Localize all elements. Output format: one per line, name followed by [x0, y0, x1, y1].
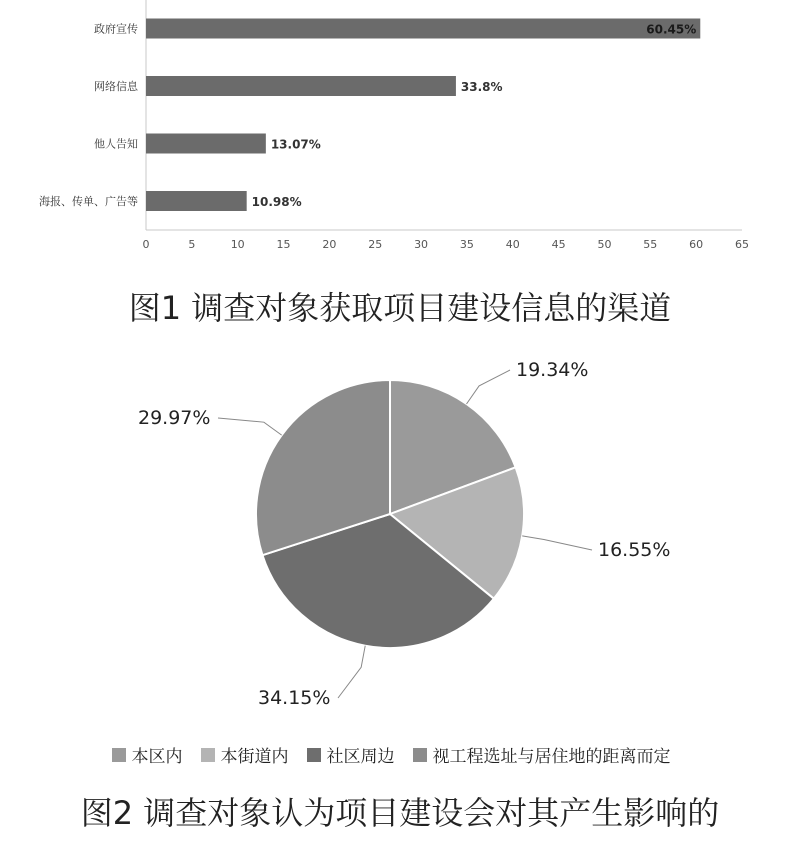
pie-data-label: 29.97% — [138, 407, 211, 429]
bar-x-tick-label: 55 — [643, 238, 658, 251]
legend-label: 本街道内 — [220, 747, 289, 767]
bar-row — [94, 134, 321, 154]
bar-category-label: 政府宣传 — [94, 22, 138, 36]
bar-data-label: 10.98% — [251, 195, 302, 209]
bar-data-label: 60.45% — [646, 22, 697, 37]
legend-item — [307, 742, 395, 767]
bar-x-tick-label: 45 — [551, 238, 566, 251]
pie-data-label: 34.15% — [258, 687, 331, 709]
bar-x-tick-label: 5 — [188, 238, 196, 251]
bar-category-label: 网络信息 — [94, 80, 138, 93]
figure2-caption: 图2 调查对象认为项目建设会对其产生影响的 — [80, 794, 720, 832]
legend-item — [413, 742, 671, 767]
bar — [146, 191, 247, 211]
pie-legend — [0, 742, 800, 767]
pie-data-label: 19.34% — [516, 359, 589, 381]
bar-x-tick-label: 20 — [322, 238, 337, 251]
bar-category-label: 他人告知 — [94, 137, 138, 151]
pie-chart — [0, 348, 800, 728]
legend-label: 本区内 — [131, 747, 183, 767]
bar-x-tick-label: 35 — [459, 238, 474, 251]
bar-x-tick-label: 40 — [505, 238, 520, 251]
pie-leader-line — [218, 418, 282, 435]
legend-item — [112, 742, 183, 767]
bar-x-tick-label: 30 — [414, 238, 429, 251]
pie-leader-line — [522, 536, 592, 550]
bar-category-label: 海报、传单、广告等 — [39, 195, 138, 208]
bar — [146, 76, 456, 96]
bar-chart — [0, 0, 800, 270]
bar-row — [39, 191, 302, 211]
legend-item — [201, 742, 289, 767]
bar-data-label: 13.07% — [270, 137, 321, 152]
pie-leader-line — [466, 370, 510, 404]
bar-x-tick-label: 25 — [368, 238, 383, 251]
figure1-caption: 图1 调查对象获取项目建设信息的渠道 — [128, 289, 672, 327]
bar-series — [39, 19, 700, 212]
legend-swatch — [413, 748, 427, 762]
pie-data-label: 16.55% — [598, 539, 671, 561]
bar-x-tick-label: 0 — [142, 238, 150, 251]
bar-x-tick-label: 15 — [276, 238, 291, 251]
bar — [146, 134, 266, 154]
bar-row — [94, 76, 503, 96]
bar-x-tick-label: 50 — [597, 238, 612, 251]
bar-x-tick-label: 60 — [689, 238, 704, 251]
bar-data-label: 33.8% — [460, 80, 503, 94]
legend-swatch — [112, 748, 126, 762]
legend-label: 社区周边 — [326, 747, 395, 767]
bar-x-tick-labels — [143, 238, 750, 251]
pie-leader-line — [338, 646, 365, 698]
bar-x-tick-label: 10 — [230, 238, 245, 251]
bar — [146, 19, 700, 39]
bar-row — [94, 19, 700, 39]
legend-swatch — [307, 748, 321, 762]
pie-slices — [256, 380, 524, 648]
bar-x-tick-label: 65 — [735, 238, 749, 251]
legend-swatch — [201, 748, 215, 762]
legend-label: 视工程选址与居住地的距离而定 — [432, 747, 671, 767]
